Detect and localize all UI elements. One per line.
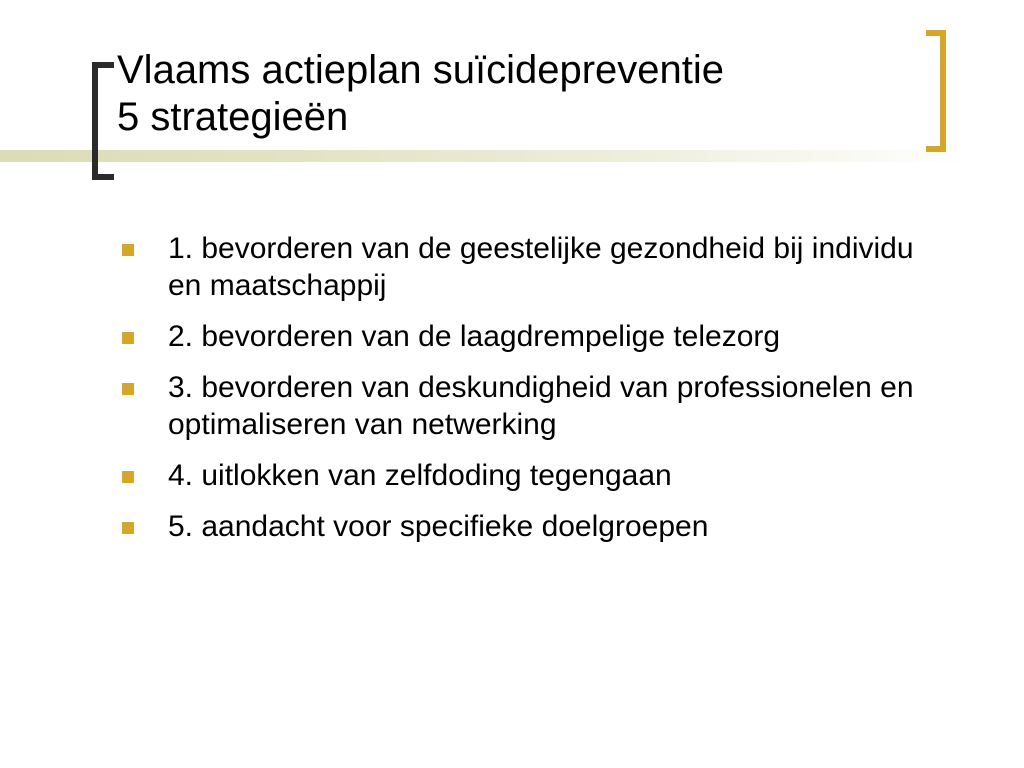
list-item-text: 1. bevorderen van de geestelijke gezondheid bij individu en maatschappij xyxy=(168,232,914,302)
square-bullet-icon xyxy=(122,244,134,256)
slide-title xyxy=(117,47,724,141)
square-bullet-icon xyxy=(122,522,134,534)
square-bullet-icon xyxy=(122,332,134,344)
square-bullet-icon xyxy=(122,383,134,395)
right-bracket-decoration xyxy=(926,30,946,152)
list-item xyxy=(117,318,917,355)
decorative-stripe xyxy=(0,150,970,162)
list-item xyxy=(117,508,917,545)
list-item-text: 5. aandacht voor specifieke doelgroepen xyxy=(168,510,709,543)
title-line-1: Vlaams actieplan suïcidepreventie xyxy=(117,48,725,92)
list-item-text: 4. uitlokken van zelfdoding tegengaan xyxy=(168,459,672,492)
list-item-text: 2. bevorderen van de laagdrempelige telezorg xyxy=(168,320,781,353)
list-item-text: 3. bevorderen van deskundigheid van professionelen en optimaliseren van netwerking xyxy=(168,371,914,441)
title-line-2: 5 strategieën xyxy=(117,95,349,139)
left-bracket-decoration xyxy=(92,62,114,180)
strategy-list xyxy=(117,230,917,559)
square-bullet-icon xyxy=(122,471,134,483)
list-item xyxy=(117,230,917,304)
list-item xyxy=(117,369,917,443)
list-item xyxy=(117,457,917,494)
